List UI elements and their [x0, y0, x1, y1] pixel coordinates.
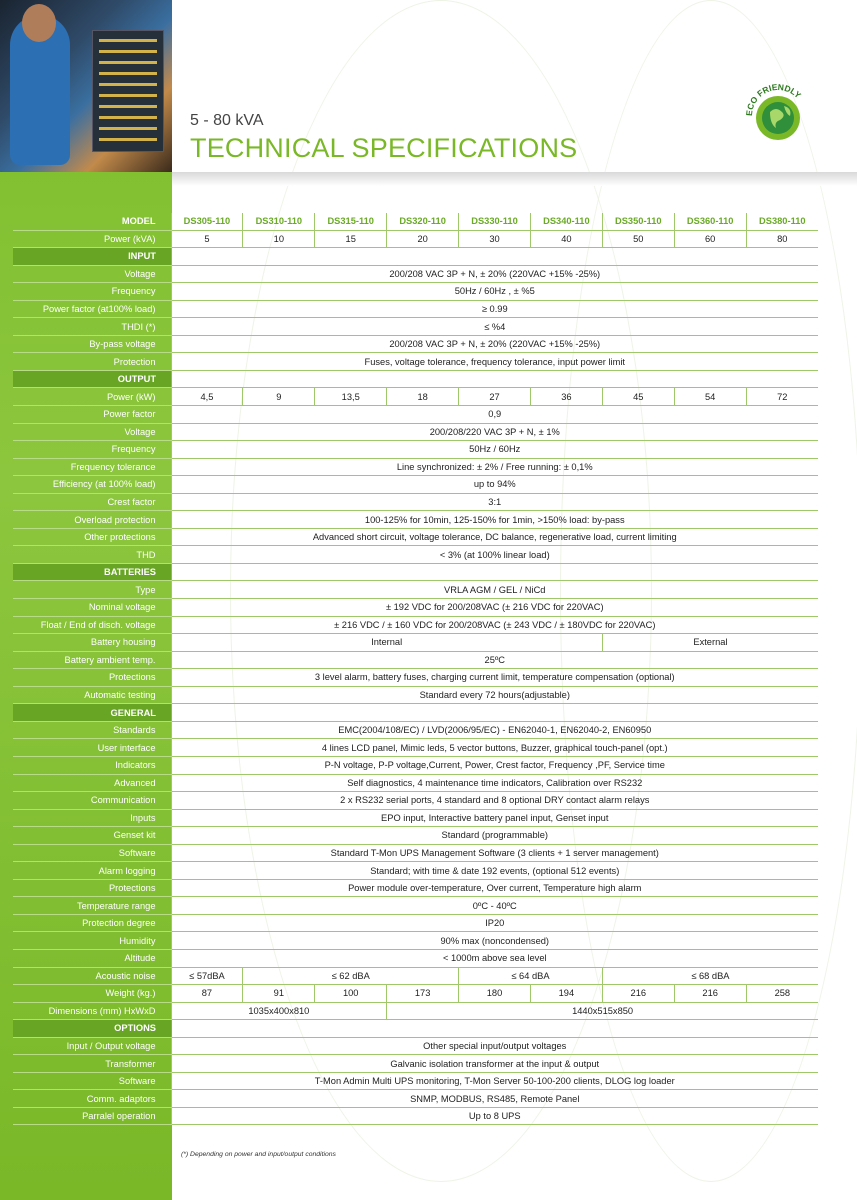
spec-label: Software — [13, 1072, 171, 1090]
spec-row — [13, 546, 818, 564]
spec-value: Up to 8 UPS — [171, 1107, 818, 1125]
section-header-row — [13, 370, 818, 388]
spec-value: VRLA AGM / GEL / NiCd — [171, 581, 818, 599]
spec-row — [13, 1072, 818, 1090]
spec-label: Float / End of disch. voltage — [13, 616, 171, 634]
footnote: (*) Depending on power and input/output conditions — [181, 1151, 336, 1158]
spec-label: Frequency — [13, 441, 171, 459]
spec-row — [13, 634, 818, 652]
spec-value: T-Mon Admin Multi UPS monitoring, T-Mon Server 50-100-200 clients, DLOG log loader — [171, 1072, 818, 1090]
spec-value: 200/208 VAC 3P + N, ± 20% (220VAC +15% -25%) — [171, 335, 818, 353]
spec-label: Acoustic noise — [13, 967, 171, 985]
spec-label: Software — [13, 844, 171, 862]
spec-label: Standards — [13, 721, 171, 739]
spec-row — [13, 528, 818, 546]
spec-value: Standard every 72 hours(adjustable) — [171, 686, 818, 704]
spec-value: Power module over-temperature, Over current, Temperature high alarm — [171, 879, 818, 897]
spec-value: 200/208 VAC 3P + N, ± 20% (220VAC +15% -25%) — [171, 265, 818, 283]
spec-value: SNMP, MODBUS, RS485, Remote Panel — [171, 1090, 818, 1108]
spec-value: 91 — [243, 985, 315, 1003]
spec-value: 90% max (noncondensed) — [171, 932, 818, 950]
spec-value: 1440x515x850 — [387, 1002, 818, 1020]
spec-value: 60 — [674, 230, 746, 248]
spec-label: Protection — [13, 353, 171, 371]
spec-value: IP20 — [171, 914, 818, 932]
spec-value: 1035x400x810 — [171, 1002, 387, 1020]
model-name: DS340-110 — [530, 213, 602, 230]
spec-row — [13, 1002, 818, 1020]
spec-row — [13, 862, 818, 880]
spec-value: < 3% (at 100% linear load) — [171, 546, 818, 564]
spec-row — [13, 1037, 818, 1055]
spec-row — [13, 967, 818, 985]
model-name: DS310-110 — [243, 213, 315, 230]
section-blank — [171, 704, 818, 722]
spec-label: Advanced — [13, 774, 171, 792]
spec-value: 72 — [746, 388, 818, 406]
spec-row — [13, 441, 818, 459]
spec-row — [13, 493, 818, 511]
spec-row — [13, 1107, 818, 1125]
spec-row — [13, 897, 818, 915]
spec-value: 25ºC — [171, 651, 818, 669]
spec-label: Alarm logging — [13, 862, 171, 880]
spec-value: Standard T-Mon UPS Management Software (3 clients + 1 server management) — [171, 844, 818, 862]
spec-label: Genset kit — [13, 827, 171, 845]
model-name: DS350-110 — [602, 213, 674, 230]
spec-value: P-N voltage, P-P voltage,Current, Power, Crest factor, Frequency ,PF, Service time — [171, 756, 818, 774]
spec-label: Temperature range — [13, 897, 171, 915]
spec-value: Standard; with time & date 192 events, (optional 512 events) — [171, 862, 818, 880]
spec-row — [13, 932, 818, 950]
spec-value: 4 lines LCD panel, Mimic leds, 5 vector buttons, Buzzer, graphical touch-panel (opt.) — [171, 739, 818, 757]
spec-value: 4,5 — [171, 388, 243, 406]
spec-row — [13, 476, 818, 494]
model-header-row — [13, 213, 818, 230]
spec-label: Automatic testing — [13, 686, 171, 704]
model-label: MODEL — [13, 213, 171, 230]
model-name: DS360-110 — [674, 213, 746, 230]
technician-photo — [0, 0, 172, 172]
spec-row — [13, 827, 818, 845]
spec-label: Transformer — [13, 1055, 171, 1073]
spec-value: 3:1 — [171, 493, 818, 511]
section-blank — [171, 370, 818, 388]
spec-value: External — [602, 634, 818, 652]
spec-row — [13, 879, 818, 897]
spec-row — [13, 283, 818, 301]
spec-label: Inputs — [13, 809, 171, 827]
spec-value: EPO input, Interactive battery panel input, Genset input — [171, 809, 818, 827]
spec-row — [13, 669, 818, 687]
spec-label: Battery housing — [13, 634, 171, 652]
spec-label: Humidity — [13, 932, 171, 950]
spec-value: Fuses, voltage tolerance, frequency tolerance, input power limit — [171, 353, 818, 371]
spec-value: Advanced short circuit, voltage tolerance, DC balance, regenerative load, current limiting — [171, 528, 818, 546]
technician-head-graphic — [22, 4, 56, 42]
spec-label: THDI (*) — [13, 318, 171, 336]
spec-value: 5 — [171, 230, 243, 248]
spec-row — [13, 230, 818, 248]
spec-value: ± 216 VDC / ± 160 VDC for 200/208VAC (± 243 VDC / ± 180VDC for 220VAC) — [171, 616, 818, 634]
spec-row — [13, 335, 818, 353]
eco-badge-text: ECO FRIENDLY — [744, 82, 804, 117]
spec-value: Internal — [171, 634, 602, 652]
spec-row — [13, 651, 818, 669]
model-name: DS380-110 — [746, 213, 818, 230]
spec-value: 54 — [674, 388, 746, 406]
spec-label: Communication — [13, 792, 171, 810]
section-title: INPUT — [13, 248, 171, 266]
spec-row — [13, 914, 818, 932]
spec-row — [13, 1090, 818, 1108]
spec-label: Dimensions (mm) HxWxD — [13, 1002, 171, 1020]
spec-value: 50Hz / 60Hz , ± %5 — [171, 283, 818, 301]
spec-value: 216 — [602, 985, 674, 1003]
spec-value: 27 — [459, 388, 531, 406]
spec-row — [13, 388, 818, 406]
header-shadow — [172, 172, 857, 186]
spec-label: Efficiency (at 100% load) — [13, 476, 171, 494]
spec-label: Input / Output voltage — [13, 1037, 171, 1055]
model-name: DS330-110 — [459, 213, 531, 230]
spec-row — [13, 1055, 818, 1073]
spec-value: ≤ 57dBA — [171, 967, 243, 985]
spec-value: Other special input/output voltages — [171, 1037, 818, 1055]
spec-row — [13, 792, 818, 810]
spec-row — [13, 985, 818, 1003]
spec-value: 258 — [746, 985, 818, 1003]
spec-row — [13, 265, 818, 283]
power-range-label: 5 - 80 kVA — [190, 112, 264, 129]
spec-value: 87 — [171, 985, 243, 1003]
spec-value: 3 level alarm, battery fuses, charging current limit, temperature compensation (optional) — [171, 669, 818, 687]
spec-value: 13,5 — [315, 388, 387, 406]
model-name: DS320-110 — [387, 213, 459, 230]
section-blank — [171, 563, 818, 581]
spec-label: Power factor — [13, 406, 171, 424]
spec-label: THD — [13, 546, 171, 564]
spec-value: 30 — [459, 230, 531, 248]
spec-value: 216 — [674, 985, 746, 1003]
spec-row — [13, 721, 818, 739]
spec-label: Protection degree — [13, 914, 171, 932]
section-title: GENERAL — [13, 704, 171, 722]
section-blank — [171, 1020, 818, 1038]
spec-row — [13, 809, 818, 827]
spec-label: Crest factor — [13, 493, 171, 511]
spec-row — [13, 353, 818, 371]
spec-value: 180 — [459, 985, 531, 1003]
spec-value: ≤ 62 dBA — [243, 967, 459, 985]
spec-value: 194 — [530, 985, 602, 1003]
spec-value: 173 — [387, 985, 459, 1003]
spec-label: Voltage — [13, 265, 171, 283]
spec-value: up to 94% — [171, 476, 818, 494]
spec-label: Parralel operation — [13, 1107, 171, 1125]
section-title: OUTPUT — [13, 370, 171, 388]
spec-value: 20 — [387, 230, 459, 248]
spec-row — [13, 581, 818, 599]
spec-row — [13, 423, 818, 441]
section-blank — [171, 248, 818, 266]
spec-label: Protections — [13, 669, 171, 687]
spec-row — [13, 616, 818, 634]
spec-value: ≤ 64 dBA — [459, 967, 603, 985]
spec-row — [13, 949, 818, 967]
model-name: DS305-110 — [171, 213, 243, 230]
spec-label: Indicators — [13, 756, 171, 774]
spec-label: Comm. adaptors — [13, 1090, 171, 1108]
spec-value: < 1000m above sea level — [171, 949, 818, 967]
spec-value: 0,9 — [171, 406, 818, 424]
spec-value: ≤ 68 dBA — [602, 967, 818, 985]
eco-friendly-badge-icon — [744, 82, 812, 150]
spec-row — [13, 844, 818, 862]
spec-label: Frequency tolerance — [13, 458, 171, 476]
spec-label: Protections — [13, 879, 171, 897]
spec-value: 45 — [602, 388, 674, 406]
spec-label: Power (kW) — [13, 388, 171, 406]
spec-value: ≤ %4 — [171, 318, 818, 336]
spec-label: Overload protection — [13, 511, 171, 529]
spec-value: Self diagnostics, 4 maintenance time indicators, Calibration over RS232 — [171, 774, 818, 792]
spec-value: 50Hz / 60Hz — [171, 441, 818, 459]
spec-value: Line synchronized: ± 2% / Free running: ± 0,1% — [171, 458, 818, 476]
spec-label: Weight (kg.) — [13, 985, 171, 1003]
spec-value: 100 — [315, 985, 387, 1003]
spec-value: 200/208/220 VAC 3P + N, ± 1% — [171, 423, 818, 441]
spec-value: 50 — [602, 230, 674, 248]
spec-value: 15 — [315, 230, 387, 248]
section-header-row — [13, 563, 818, 581]
spec-value: 0ºC - 40ºC — [171, 897, 818, 915]
spec-row — [13, 406, 818, 424]
spec-label: Voltage — [13, 423, 171, 441]
section-title: BATTERIES — [13, 563, 171, 581]
page-title: TECHNICAL SPECIFICATIONS — [190, 133, 578, 163]
section-header-row — [13, 1020, 818, 1038]
spec-row — [13, 318, 818, 336]
spec-value: 36 — [530, 388, 602, 406]
spec-row — [13, 774, 818, 792]
spec-value: Standard (programmable) — [171, 827, 818, 845]
spec-value: Galvanic isolation transformer at the input & output — [171, 1055, 818, 1073]
spec-value: 10 — [243, 230, 315, 248]
equipment-rack-graphic — [92, 30, 164, 152]
spec-label: Power factor (at100% load) — [13, 300, 171, 318]
spec-label: Other protections — [13, 528, 171, 546]
model-name: DS315-110 — [315, 213, 387, 230]
spec-value: 9 — [243, 388, 315, 406]
spec-table — [13, 213, 818, 1125]
section-title: OPTIONS — [13, 1020, 171, 1038]
spec-label: Altitude — [13, 949, 171, 967]
spec-value: 2 x RS232 serial ports, 4 standard and 8 optional DRY contact alarm relays — [171, 792, 818, 810]
spec-value: ≥ 0.99 — [171, 300, 818, 318]
spec-table-body — [13, 213, 818, 1125]
spec-label: By-pass voltage — [13, 335, 171, 353]
spec-label: Nominal voltage — [13, 599, 171, 617]
spec-row — [13, 511, 818, 529]
spec-label: User interface — [13, 739, 171, 757]
section-header-row — [13, 704, 818, 722]
spec-value: ± 192 VDC for 200/208VAC (± 216 VDC for 220VAC) — [171, 599, 818, 617]
spec-label: Type — [13, 581, 171, 599]
spec-value: EMC(2004/108/EC) / LVD(2006/95/EC) - EN62040-1, EN62040-2, EN60950 — [171, 721, 818, 739]
spec-row — [13, 300, 818, 318]
spec-row — [13, 756, 818, 774]
spec-label: Battery ambient temp. — [13, 651, 171, 669]
spec-row — [13, 599, 818, 617]
spec-value: 80 — [746, 230, 818, 248]
spec-row — [13, 739, 818, 757]
spec-value: 40 — [530, 230, 602, 248]
spec-label: Frequency — [13, 283, 171, 301]
spec-value: 18 — [387, 388, 459, 406]
spec-label: Power (kVA) — [13, 230, 171, 248]
spec-row — [13, 686, 818, 704]
spec-value: 100-125% for 10min, 125-150% for 1min, >150% load: by-pass — [171, 511, 818, 529]
section-header-row — [13, 248, 818, 266]
spec-row — [13, 458, 818, 476]
